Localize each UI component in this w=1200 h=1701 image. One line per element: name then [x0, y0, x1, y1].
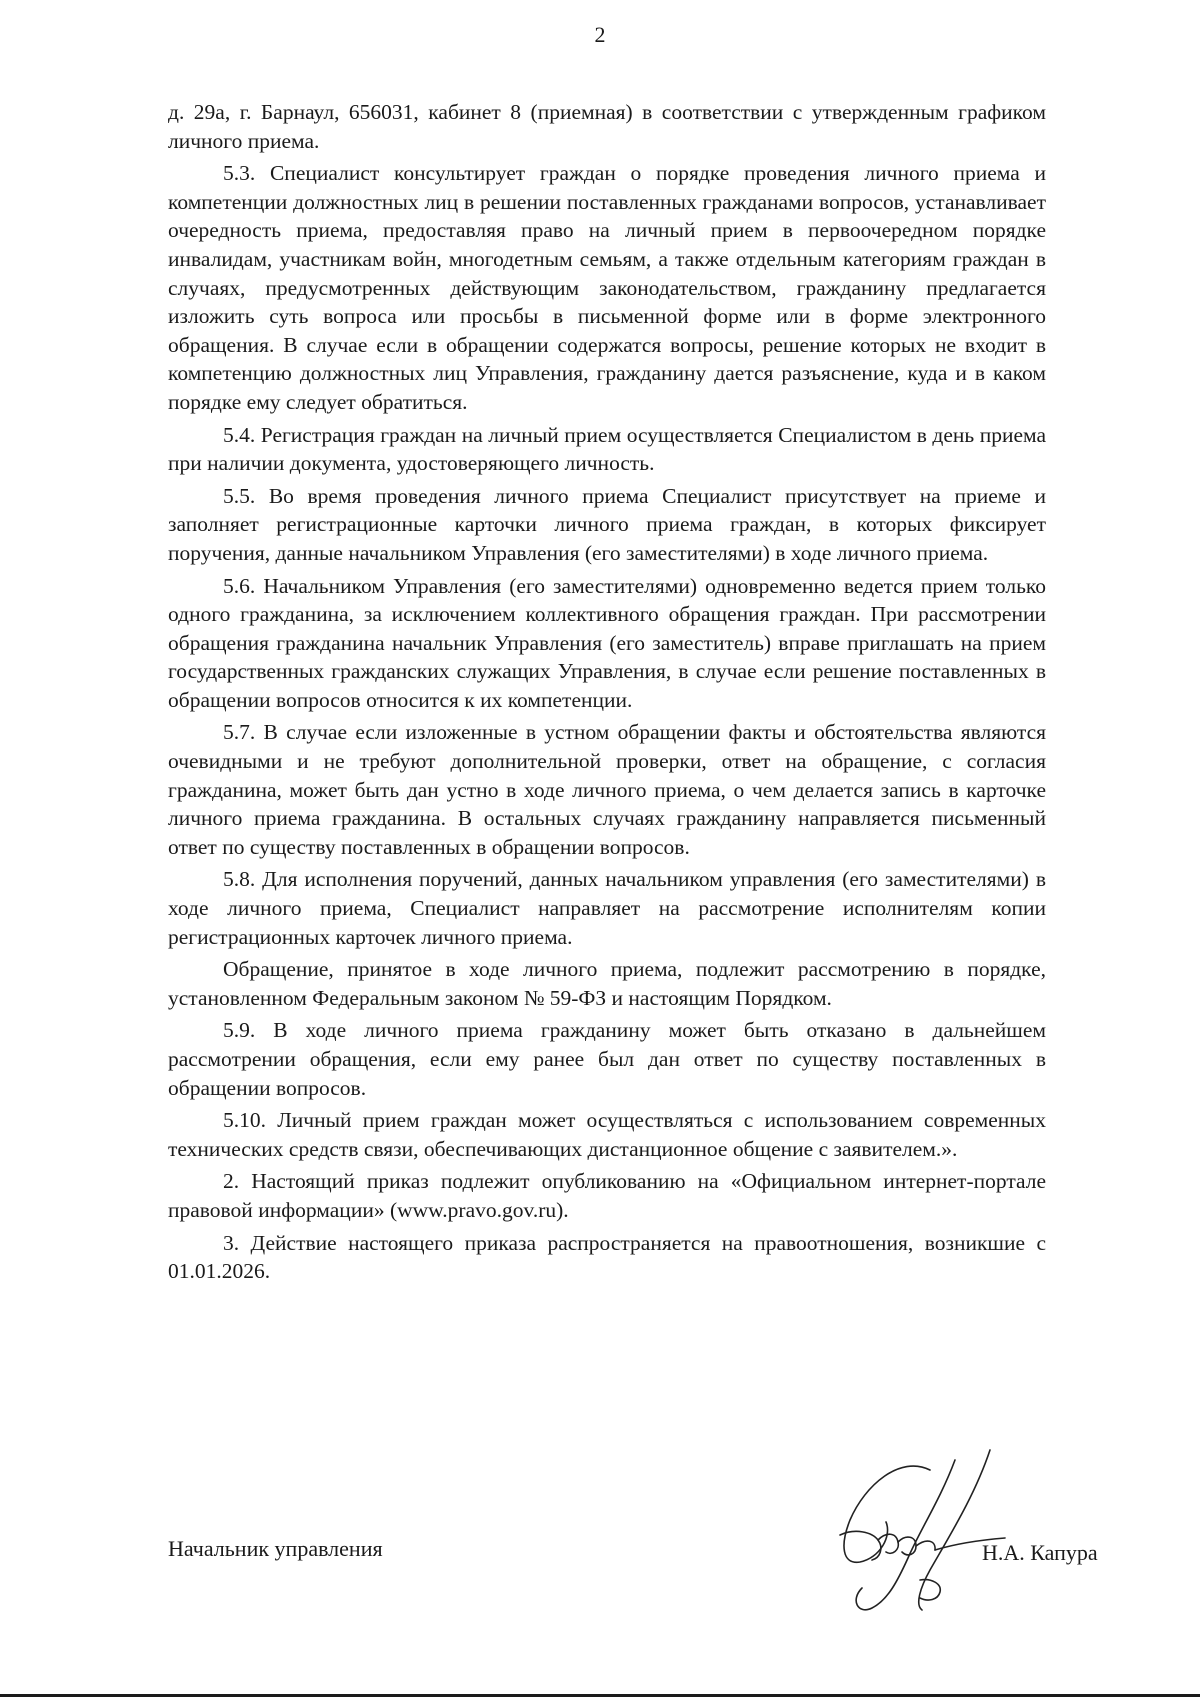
- paragraph-5-8: 5.8. Для исполнения поручений, данных начальником управления (его заместителями) в ходе личного приема, Специалист направляет на рассмотрение исполнителям копии регистрационных карточек личного приема.: [168, 867, 1046, 949]
- paragraph-continuation: д. 29а, г. Барнаул, 656031, кабинет 8 (приемная) в соответствии с утвержденным графиком личного приема.: [168, 100, 1046, 153]
- paragraph-5-5: 5.5. Во время проведения личного приема Специалист присутствует на приеме и заполняет регистрационные карточки личного приема граждан, в которых фиксирует поручения, данные начальником Управления (его заместителями) в ходе личного приема.: [168, 483, 1046, 565]
- paragraph-2: 2. Настоящий приказ подлежит опубликованию на «Официальном интернет-портале правовой информации» (www.pravo.gov.ru).: [168, 1169, 1046, 1222]
- signatory-name: Н.А. Капура: [982, 1540, 1098, 1565]
- paragraph-5-9: 5.9. В ходе личного приема гражданину может быть отказано в дальнейшем рассмотрении обращения, если ему ранее был дан ответ по существу поставленных в обращении вопросов.: [168, 1018, 1046, 1100]
- paragraph-5-4: 5.4. Регистрация граждан на личный прием осуществляется Специалистом в день приема при наличии документа, удостоверяющего личность.: [168, 422, 1046, 476]
- page-number: 2: [594, 22, 606, 47]
- bottom-edge-rule: [0, 1694, 1200, 1697]
- paragraph-5-7: 5.7. В случае если изложенные в устном обращении факты и обстоятельства являются очевидными и не требуют дополнительной проверки, ответ на обращение, с согласия гражданина, может быть дан устно в ходе личного приема, о чем делается запись в карточке личного приема гражданина. В остальных случаях гражданину направляется письменный ответ по существу поставленных в обращении вопросов.: [168, 720, 1046, 859]
- signature-block: [0, 1440, 1200, 1660]
- paragraph-3: 3. Действие настоящего приказа распространяется на правоотношения, возникшие с 01.01.2026.: [168, 1230, 1046, 1284]
- paragraph-appeal: Обращение, принятое в ходе личного приема, подлежит рассмотрению в порядке, установленном Федеральным законом № 59-ФЗ и настоящим Порядком.: [168, 957, 1046, 1010]
- signatory-title: Начальник управления: [168, 1536, 383, 1561]
- paragraph-5-10: 5.10. Личный прием граждан может осуществляться с использованием современных технических средств связи, обеспечивающих дистанционное общение с заявителем.».: [168, 1108, 1046, 1161]
- paragraph-5-3: 5.3. Специалист консультирует граждан о порядке проведения личного приема и компетенции должностных лиц в решении поставленных гражданами вопросов, устанавливает очередность приема, предоставляя право на личный прием в первоочередном порядке инвалидам, участникам войн, многодетным семьям, а также отдельным категориям граждан в случаях, предусмотренных действующим законодательством, гражданину предлагается изложить суть вопроса или просьбы в письменной форме или в форме электронного обращения. В случае если в обращении содержатся вопросы, решение которых не входит в компетенцию должностных лиц Управления, гражданину дается разъяснение, куда и в каком порядке ему следует обратиться.: [168, 161, 1046, 414]
- document-body: [168, 98, 1046, 1290]
- paragraph-5-6: 5.6. Начальником Управления (его заместителями) одновременно ведется прием только одного гражданина, за исключением коллективного обращения граждан. При рассмотрении обращения гражданина начальник Управления (его заместитель) вправе приглашать на прием государственных гражданских служащих Управления, в случае если решение поставленных в обращении вопросов относится к их компетенции.: [168, 573, 1046, 712]
